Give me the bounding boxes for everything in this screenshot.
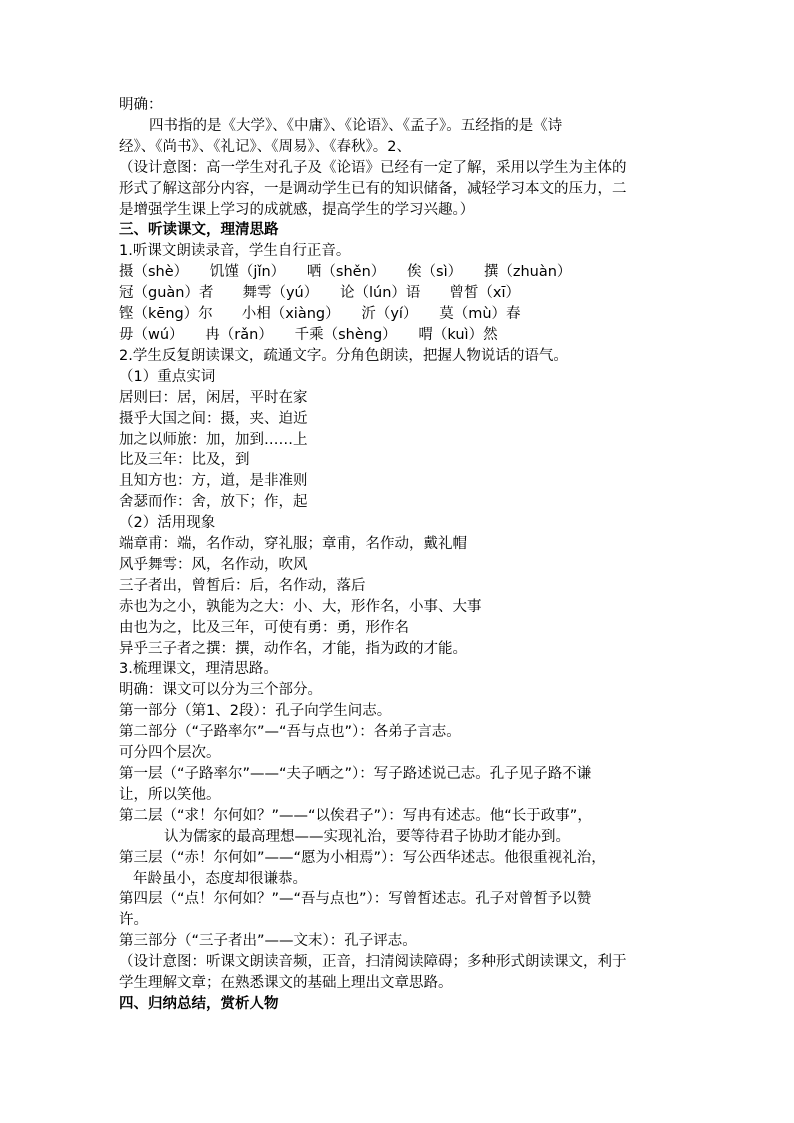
text-line: （1）重点实词 [119,368,216,385]
text-line: 是增强学生课上学习的成就感，提高学生的学习兴趣。） [119,201,475,218]
text-line: 端章甫：端，名作动，穿礼服；章甫，名作动，戴礼帽 [119,536,467,553]
text-line: 许。 [119,912,148,929]
document-body [119,95,679,1015]
text-line: 异乎三子者之撰：撰，动作名，才能，指为政的才能。 [119,640,467,657]
text-line: 冠（guàn）者 舞雩（yú） 论（lún）语 曾皙（xī） [119,285,521,302]
text-line: 可分四个层次。 [119,745,221,762]
text-line: 加之以师旅：加，加到……上 [119,431,308,448]
text-line: （2）活用现象 [119,515,216,532]
text-line: 风乎舞雩：风，名作动，吹风 [119,556,308,573]
text-line: 第三层（“赤！尔何如”——“愿为小相焉”）：写公西华述志。他很重视礼治， [119,849,606,866]
text-line: 三子者出，曾皙后：后，名作动，落后 [119,577,366,594]
text-line: 第二部分（“子路率尔”—“吾与点也”）：各弟子言志。 [119,724,461,741]
text-line: 第四层（“点！尔何如？”—“吾与点也”）：写曾皙述志。孔子对曾皙予以赞 [119,891,592,908]
text-line: 舍瑟而作：舍，放下；作，起 [119,494,308,511]
text-line: 四书指的是《大学》、《中庸》、《论语》、《孟子》。五经指的是《诗 [149,117,563,134]
text-line: 学生理解文章；在熟悉课文的基础上理出文章思路。 [119,975,453,992]
text-line: 第三部分（“三子者出”——文末）：孔子评志。 [119,933,417,950]
text-line: 2.学生反复朗读课文，疏通文字。分角色朗读，把握人物说话的语气。 [119,347,568,364]
text-line: 明确：课文可以分为三个部分。 [119,682,322,699]
text-line: 摄（shè） 饥馑（jǐn） 哂（shěn） 俟（sì） 撰（zhuàn） [119,264,572,281]
text-line: 年龄虽小，态度却很谦恭。 [133,870,307,887]
text-line: 形式了解这部分内容，一是调动学生已有的知识储备，减轻学习本文的压力，二 [119,180,627,197]
text-line: 认为儒家的最高理想——实现礼治，要等待君子协助才能办到。 [164,828,570,845]
text-line: 毋（wú） 冉（rǎn） 千乘（shèng） 喟（kuì）然 [119,326,498,343]
text-line: 明确： [119,97,163,113]
text-line: 让，所以笑他。 [119,786,221,803]
section-heading: 三、听读课文，理清思路 [119,222,279,239]
text-line: 由也为之，比及三年，可使有勇：勇，形作名 [119,619,409,636]
text-line: 第一层（“子路率尔”——“夫子哂之”）：写子路述说己志。孔子见子路不谦 [119,766,592,782]
text-line: 且知方也：方，道，是非准则 [119,473,308,490]
text-line: 1.听课文朗读录音，学生自行正音。 [119,243,351,260]
text-line: 第二层（“求！尔何如？”——“以俟君子”）：写冉有述志。他“长于政事”， [119,807,592,824]
text-line: 经》、《尚书》、《礼记》、《周易》、《春秋》。2、 [119,138,411,155]
text-line: 赤也为之小，孰能为之大：小、大，形作名，小事、大事 [119,598,482,615]
text-line: 铿（kēng）尔 小相（xiàng） 沂（yí） 莫（mù）春 [119,306,521,323]
text-line: 比及三年：比及，到 [119,452,250,469]
text-line: 摄乎大国之间：摄，夹、迫近 [119,410,308,427]
text-line: 3.梳理课文，理清思路。 [119,661,278,678]
text-line: 居则曰：居，闲居，平时在家 [119,389,308,406]
text-line: 第一部分（第1、2段）：孔子向学生问志。 [119,703,392,720]
section-heading: 四、归纳总结，赏析人物 [119,995,279,1012]
text-line: （设计意图：听课文朗读音频，正音，扫清阅读障碍；多种形式朗读课文，利于 [119,954,627,971]
text-line: （设计意图：高一学生对孔子及《论语》已经有一定了解，采用以学生为主体的 [119,159,627,176]
